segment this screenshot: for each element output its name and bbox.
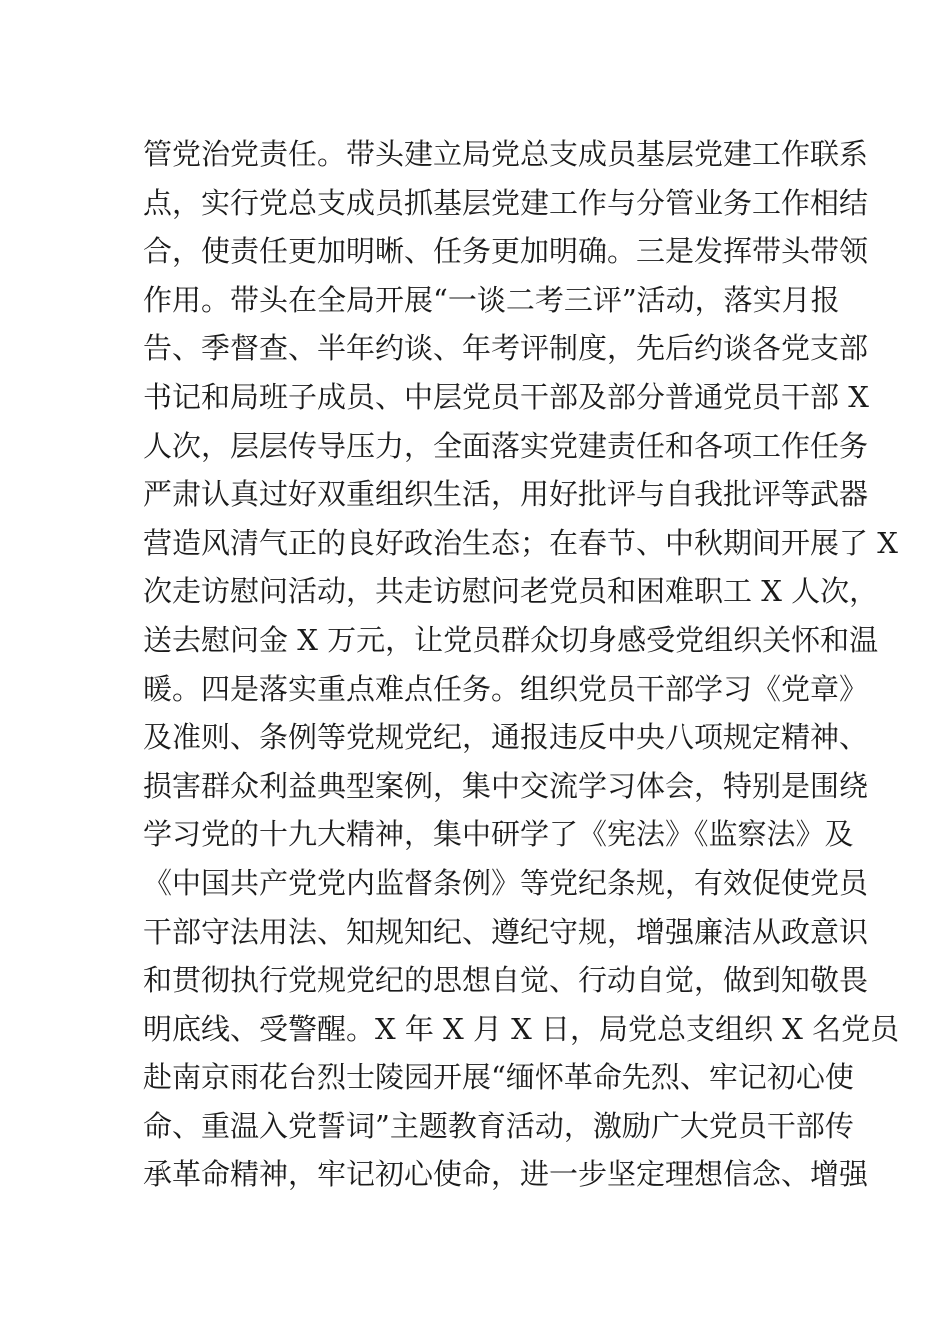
text-line: 《中国共产党党内监督条例》等党纪条规，有效促使党员 xyxy=(143,865,869,900)
text-line: 点，实行党总支成员抓基层党建工作与分管业务工作相结 xyxy=(143,185,869,220)
text-line: 损害群众利益典型案例，集中交流学习体会，特别是围绕 xyxy=(143,768,869,803)
text-line: 暖。四是落实重点难点任务。组织党员干部学习《党章》 xyxy=(143,671,869,706)
text-line: 明底线、受警醒。X 年 X 月 X 日，局党总支组织 X 名党员 xyxy=(143,1011,900,1046)
text-line: 管党治党责任。带头建立局党总支成员基层党建工作联系 xyxy=(143,137,869,171)
text-line: 命、重温入党誓词”主题教育活动，激励广大党员干部传 xyxy=(143,1108,854,1143)
text-line: 作用。带头在全局开展“一谈二考三评”活动，落实月报 xyxy=(143,282,840,317)
text-line: 及准则、条例等党规党纪，通报违反中央八项规定精神、 xyxy=(143,720,869,755)
text-line: 告、季督查、半年约谈、年考评制度，先后约谈各党支部 xyxy=(143,331,869,366)
text-line: 书记和局班子成员、中层党员干部及部分普通党员干部 X xyxy=(143,379,869,414)
text-line: 送去慰问金 X 万元，让党员群众切身感受党组织关怀和温 xyxy=(143,622,879,657)
text-line: 营造风清气正的良好政治生态；在春节、中秋期间开展了 X xyxy=(143,525,898,560)
body-paragraph xyxy=(143,130,900,1199)
text-line: 合，使责任更加明晰、任务更加明确。三是发挥带头带领 xyxy=(143,234,869,269)
text-line: 干部守法用法、知规知纪、遵纪守规，增强廉洁从政意识 xyxy=(143,914,869,949)
text-line: 学习党的十九大精神，集中研学了《宪法》《监察法》及 xyxy=(143,817,854,852)
text-line: 次走访慰问活动，共走访慰问老党员和困难职工 X 人次， xyxy=(143,574,879,609)
text-line: 和贯彻执行党规党纪的思想自觉、行动自觉，做到知敬畏 xyxy=(143,963,869,998)
text-line: 赴南京雨花台烈士陵园开展“缅怀革命先烈、牢记初心使 xyxy=(143,1060,854,1095)
text-line: 承革命精神，牢记初心使命，进一步坚定理想信念、增强 xyxy=(143,1157,869,1192)
text-line: 严肃认真过好双重组织生活，用好批评与自我批评等武器 xyxy=(143,477,869,512)
text-line: 人次，层层传导压力，全面落实党建责任和各项工作任务 xyxy=(143,428,869,463)
